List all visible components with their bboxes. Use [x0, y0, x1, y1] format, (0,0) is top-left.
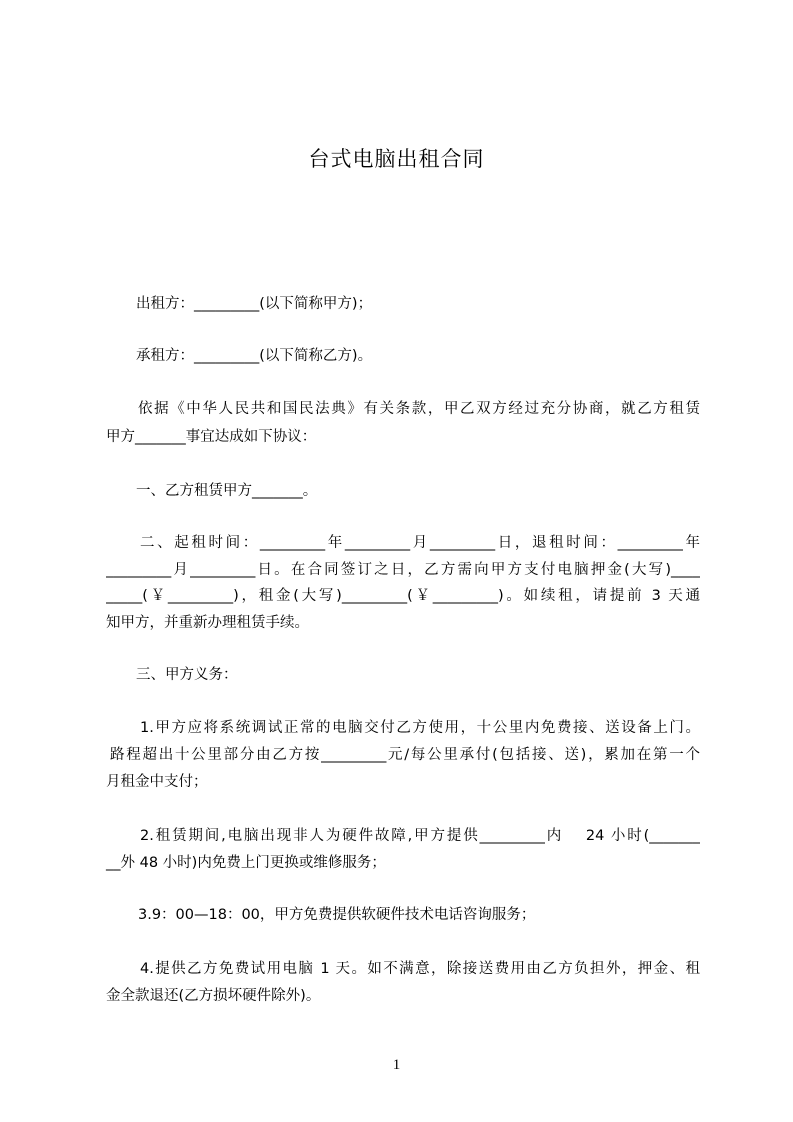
page-number: 1 — [392, 1057, 401, 1073]
clause-3-heading: 三、甲方义务： — [136, 667, 238, 683]
item-1-line-2: 路程超出十公里部分由乙方按_________元/每公里承付(包括接、送)，累加在第一个 — [110, 747, 700, 763]
clause-1: 一、乙方租赁甲方_______。 — [136, 483, 318, 499]
clause-2-line-1: 二、起租时间：_________年_________月_________日，退租时间：_________年 — [140, 535, 700, 551]
clause-2-line-2: _________月_________日。在合同签订之日，乙方需向甲方支付电脑押金(大写)____ — [106, 562, 700, 578]
item-1-line-1: 1.甲方应将系统调试正常的电脑交付乙方使用，十公里内免费接、送设备上门。 — [140, 720, 700, 736]
lessor-line: 出租方：_________(以下简称甲方)； — [136, 296, 373, 312]
preamble-line-1: 依据《中华人民共和国民法典》有关条款，甲乙双方经过充分协商，就乙方租赁 — [138, 401, 700, 417]
item-4-line-1: 4.提供乙方免费试用电脑 1 天。如不满意，除接送费用由乙方负担外，押金、租 — [140, 961, 700, 977]
item-3: 3.9：00—18：00，甲方免费提供软硬件技术电话咨询服务； — [138, 907, 536, 923]
item-2-line-2: __外 48 小时)内免费上门更换或维修服务； — [106, 855, 386, 871]
preamble-line-2: 甲方_______事宜达成如下协议： — [106, 429, 317, 445]
document-title: 台式电脑出租合同 — [308, 147, 485, 171]
lessee-line: 承租方：_________(以下简称乙方)。 — [136, 348, 373, 364]
clause-2-line-4: 知甲方，并重新办理租赁手续。 — [106, 615, 309, 631]
item-2-line-1: 2.租赁期间,电脑出现非人为硬件故障,甲方提供_________内 24 小时(_______ — [140, 828, 700, 844]
clause-2-line-3: _____(￥_________)，租金(大写)_________(￥_________)。如续租，请提前 3 天通 — [106, 588, 700, 604]
item-1-line-3: 月租金中支付； — [106, 774, 208, 790]
item-4-line-2: 金全款退还(乙方损坏硬件除外)。 — [106, 988, 321, 1004]
